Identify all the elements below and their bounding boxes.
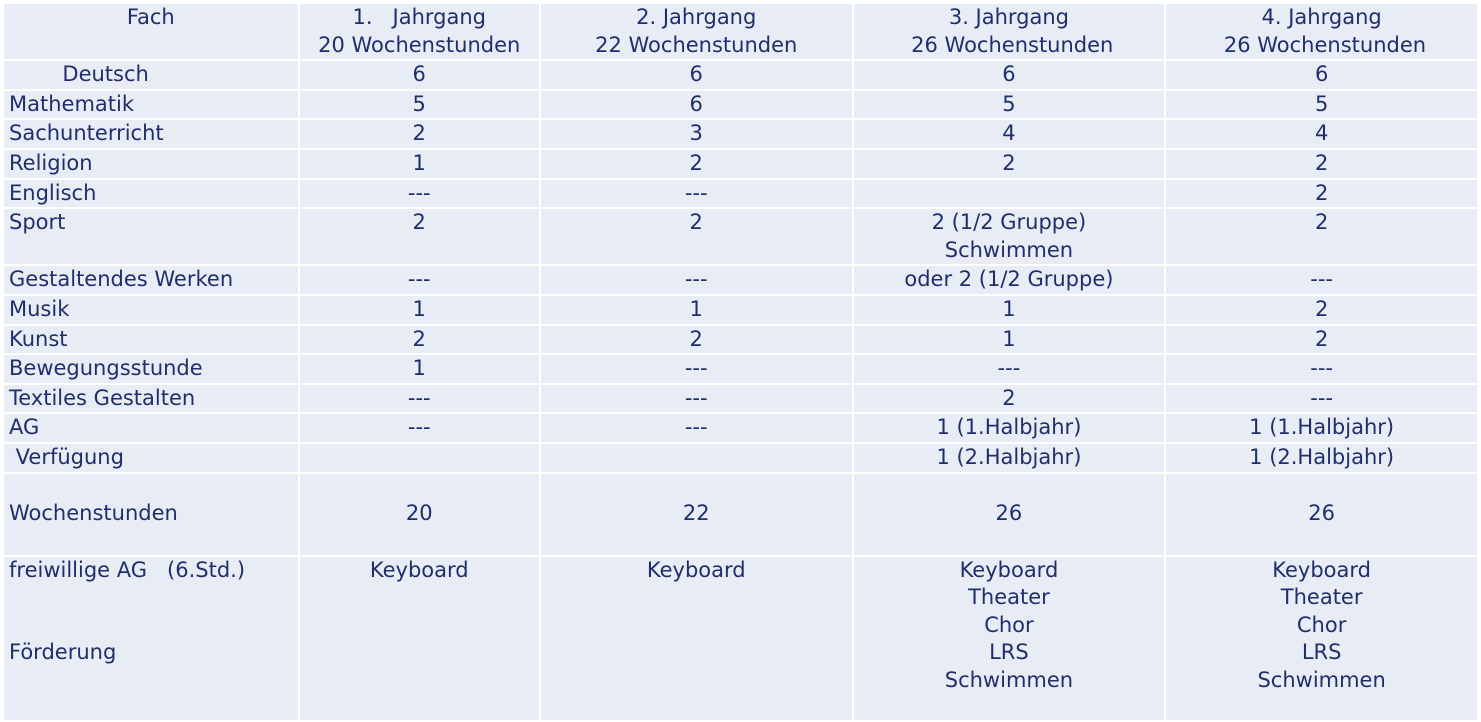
hours-cell: 1: [853, 325, 1166, 355]
hours-cell: 1 (1.Halbjahr): [1165, 413, 1478, 443]
header-year-1: 1. Jahrgang 20 Wochenstunden: [299, 3, 540, 60]
hours-cell: ---: [540, 384, 853, 414]
hours-cell: 2: [540, 325, 853, 355]
extra-row: [3, 556, 1478, 721]
hours-cell: 2: [1165, 149, 1478, 179]
hours-cell: [853, 179, 1166, 209]
header-year-4: 4. Jahrgang 26 Wochenstunden: [1165, 3, 1478, 60]
hours-cell: ---: [540, 354, 853, 384]
hours-cell: 6: [540, 60, 853, 90]
hours-cell: 2 (1/2 Gruppe) Schwimmen: [853, 208, 1166, 265]
subject-row: [3, 295, 1478, 325]
hours-cell: 6: [1165, 60, 1478, 90]
hours-cell: ---: [299, 179, 540, 209]
subject-row: [3, 149, 1478, 179]
subject-name: Deutsch: [3, 60, 299, 90]
extra-col-1: Keyboard: [299, 556, 540, 721]
hours-cell: oder 2 (1/2 Gruppe): [853, 265, 1166, 295]
subject-row: [3, 90, 1478, 120]
hours-cell: ---: [540, 179, 853, 209]
hours-cell: ---: [540, 265, 853, 295]
subject-name: AG: [3, 413, 299, 443]
hours-cell: 2: [1165, 208, 1478, 265]
hours-cell: 2: [540, 149, 853, 179]
subject-name: Sport: [3, 208, 299, 265]
header-fach: Fach: [3, 3, 299, 60]
hours-cell: 2: [1165, 325, 1478, 355]
hours-cell: [540, 443, 853, 473]
extra-label-foerderung: Förderung: [9, 640, 117, 665]
hours-cell: ---: [299, 265, 540, 295]
hours-cell: 1: [299, 295, 540, 325]
hours-cell: 6: [540, 90, 853, 120]
subject-name: Musik: [3, 295, 299, 325]
hours-cell: 1: [299, 149, 540, 179]
subject-name: Englisch: [3, 179, 299, 209]
subject-row: [3, 179, 1478, 209]
subject-row: [3, 119, 1478, 149]
hours-cell: 2: [1165, 295, 1478, 325]
hours-cell: 2: [299, 119, 540, 149]
hours-cell: 2: [853, 149, 1166, 179]
hours-cell: ---: [299, 384, 540, 414]
hours-cell: 1: [853, 295, 1166, 325]
hours-cell: ---: [540, 413, 853, 443]
subject-name: Mathematik: [3, 90, 299, 120]
extra-label-ag: freiwillige AG (6.Std.): [9, 557, 246, 582]
total-label: Wochenstunden: [3, 473, 299, 556]
subject-row: [3, 384, 1478, 414]
hours-cell: 1: [299, 354, 540, 384]
subject-name: Gestaltendes Werken: [3, 265, 299, 295]
total-value: 20: [299, 473, 540, 556]
timetable: [2, 2, 1479, 722]
hours-cell: 1 (2.Halbjahr): [853, 443, 1166, 473]
subject-name: Kunst: [3, 325, 299, 355]
subject-name: Religion: [3, 149, 299, 179]
hours-cell: 2: [540, 208, 853, 265]
subject-name: Bewegungsstunde: [3, 354, 299, 384]
hours-cell: 5: [1165, 90, 1478, 120]
hours-cell: 4: [853, 119, 1166, 149]
hours-cell: ---: [1165, 354, 1478, 384]
subject-name: Sachunterricht: [3, 119, 299, 149]
hours-cell: 1 (2.Halbjahr): [1165, 443, 1478, 473]
hours-cell: 6: [853, 60, 1166, 90]
header-year-2: 2. Jahrgang 22 Wochenstunden: [540, 3, 853, 60]
extra-col-4: Keyboard Theater Chor LRS Schwimmen: [1165, 556, 1478, 721]
hours-cell: ---: [1165, 265, 1478, 295]
hours-cell: ---: [853, 354, 1166, 384]
subject-row: [3, 60, 1478, 90]
subject-row: [3, 443, 1478, 473]
hours-cell: 5: [853, 90, 1166, 120]
hours-cell: 5: [299, 90, 540, 120]
subject-name: Verfügung: [3, 443, 299, 473]
header-year-3: 3. Jahrgang 26 Wochenstunden: [853, 3, 1166, 60]
extra-labels: [3, 556, 299, 721]
hours-cell: 2: [299, 325, 540, 355]
hours-cell: 2: [1165, 179, 1478, 209]
hours-cell: [299, 443, 540, 473]
subject-row: [3, 208, 1478, 265]
total-value: 22: [540, 473, 853, 556]
subject-name: Textiles Gestalten: [3, 384, 299, 414]
hours-cell: 1 (1.Halbjahr): [853, 413, 1166, 443]
hours-cell: 3: [540, 119, 853, 149]
header-row: [3, 3, 1478, 60]
total-value: 26: [853, 473, 1166, 556]
hours-cell: 1: [540, 295, 853, 325]
hours-cell: ---: [1165, 384, 1478, 414]
subject-row: [3, 354, 1478, 384]
extra-col-3: Keyboard Theater Chor LRS Schwimmen: [853, 556, 1166, 721]
total-row: [3, 473, 1478, 556]
subject-row: [3, 413, 1478, 443]
subject-row: [3, 325, 1478, 355]
hours-cell: 2: [853, 384, 1166, 414]
hours-cell: 4: [1165, 119, 1478, 149]
extra-col-2: Keyboard: [540, 556, 853, 721]
hours-cell: ---: [299, 413, 540, 443]
hours-cell: 6: [299, 60, 540, 90]
total-value: 26: [1165, 473, 1478, 556]
subject-row: [3, 265, 1478, 295]
hours-cell: 2: [299, 208, 540, 265]
